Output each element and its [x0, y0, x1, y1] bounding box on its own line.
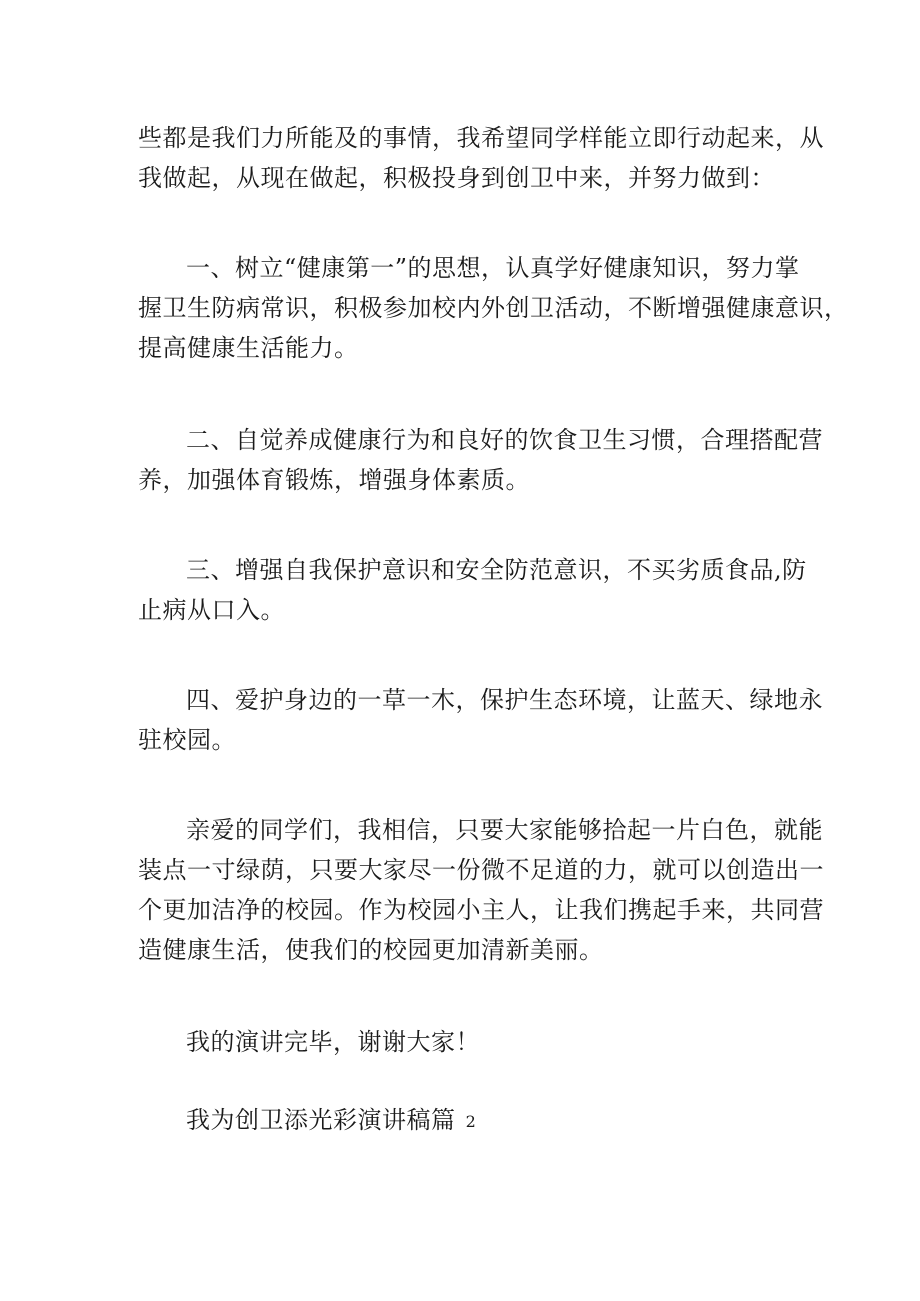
- paragraph-item-4: [138, 680, 823, 760]
- text-line: 止病从口入。: [138, 596, 285, 624]
- text-line: 一、树立“健康第一”的思想，认真学好健康知识，努力掌: [186, 254, 800, 282]
- text-line: 四、爱护身边的一草一木，保护生态环境，让蓝天、绿地永: [186, 686, 823, 714]
- title-number: 2: [465, 1112, 477, 1131]
- text-line: 握卫生防病常识，积极参加校内外创卫活动，不断增强健康意识，: [138, 294, 849, 322]
- text-line: 我做起，从现在做起，积极投身到创卫中来，并努力做到：: [138, 164, 775, 192]
- paragraph-thanks: [138, 1022, 788, 1062]
- text-line: 个更加洁净的校园。作为校园小主人，让我们携起手来，共同营: [138, 896, 824, 924]
- paragraph-item-3: [138, 550, 807, 630]
- text-line: 提高健康生活能力。: [138, 334, 359, 362]
- paragraph-intro-continued: [138, 118, 824, 198]
- text-line: 二、自觉养成健康行为和良好的饮食卫生习惯，合理搭配营: [186, 426, 823, 454]
- next-article-title: [138, 1100, 788, 1142]
- text-line: 造健康生活，使我们的校园更加清新美丽。: [138, 936, 604, 964]
- text-line: 些都是我们力所能及的事情，我希望同学样能立即行动起来，从: [138, 124, 824, 152]
- paragraph-item-1: [138, 248, 849, 368]
- text-line: 驻校园。: [138, 726, 236, 754]
- text-line: 装点一寸绿荫，只要大家尽一份微不足道的力，就可以创造出一: [138, 856, 824, 884]
- paragraph-closing: [138, 810, 824, 970]
- title-line: [138, 1100, 788, 1142]
- text-line: 亲爱的同学们，我相信，只要大家能够拾起一片白色，就能: [186, 816, 823, 844]
- text-line: 三、增强自我保护意识和安全防范意识，不买劣质食品,防: [186, 556, 807, 584]
- text-line: 我的演讲完毕，谢谢大家！: [186, 1028, 480, 1056]
- text-line: 养，加强体育锻炼，增强身体素质。: [138, 466, 530, 494]
- title-text: 我为创卫添光彩演讲稿篇: [186, 1106, 456, 1134]
- paragraph-item-2: [138, 420, 823, 500]
